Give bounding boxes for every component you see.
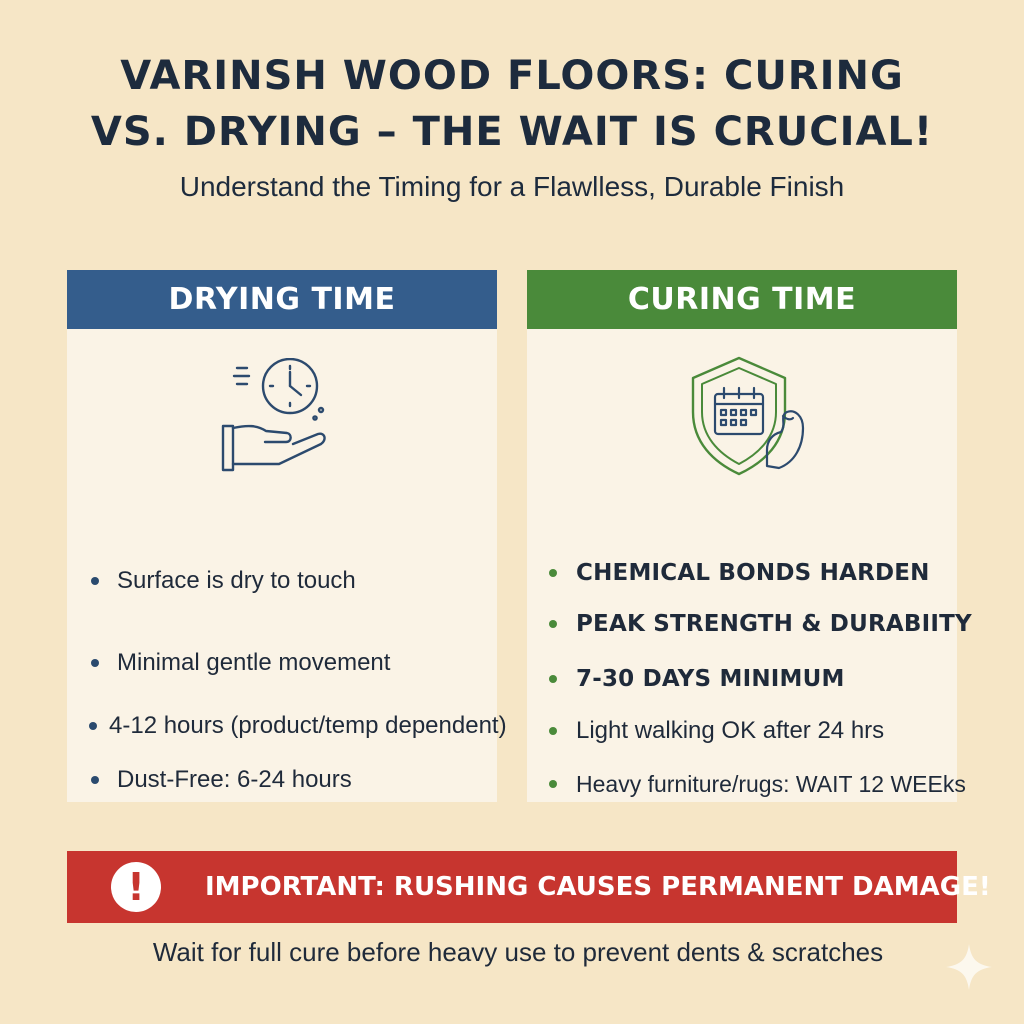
- bullet-dot: [91, 577, 99, 585]
- title-line-1: VARINSH WOOD FLOORS: CURING: [120, 53, 904, 99]
- shield-calendar-strength-icon: [687, 354, 817, 478]
- curing-panel-title: CURING TIME: [527, 270, 957, 329]
- footer-note: Wait for full cure before heavy use to prevent dents & scratches: [152, 937, 884, 967]
- sparkle-icon: [944, 942, 994, 992]
- bullet-dot: [91, 776, 99, 784]
- bullet-dot: [549, 620, 557, 628]
- drying-panel: DRYING TIME Surface is dry to touch Minimal gentle movement 4-12 hours (product/temp dependent) Dust-Free: 6-24 hours: [67, 270, 497, 802]
- exclamation-icon: !: [111, 862, 161, 912]
- clock-hand-icon: [217, 358, 347, 474]
- bullet-dot: [89, 722, 97, 730]
- bullet-dot: [549, 569, 557, 577]
- bullet-dot: [549, 780, 557, 788]
- warning-text: IMPORTANT: RUSHING CAUSES PERMANENT DAMAGE!: [205, 872, 991, 902]
- page-subtitle: Understand the Timing for a Flawlless, Durable Finish: [179, 171, 845, 202]
- bullet-dot: [91, 659, 99, 667]
- curing-panel: CURING TIME CHEMICAL BONDS HARDEN PEAK STRENGTH & DURABIITY 7-30 DAYS MINIMUM Light walking OK after 24 hrs Heavy furniture/rugs: WAIT 12 WEEks: [527, 270, 957, 802]
- title-line-2: VS. DRYING – THE WAIT IS CRUCIAL!: [90, 109, 934, 155]
- warning-banner: [67, 851, 991, 923]
- bullet-dot: [549, 727, 557, 735]
- bullet-dot: [549, 675, 557, 683]
- drying-panel-title: DRYING TIME: [67, 270, 497, 329]
- page-title: [0, 48, 1024, 160]
